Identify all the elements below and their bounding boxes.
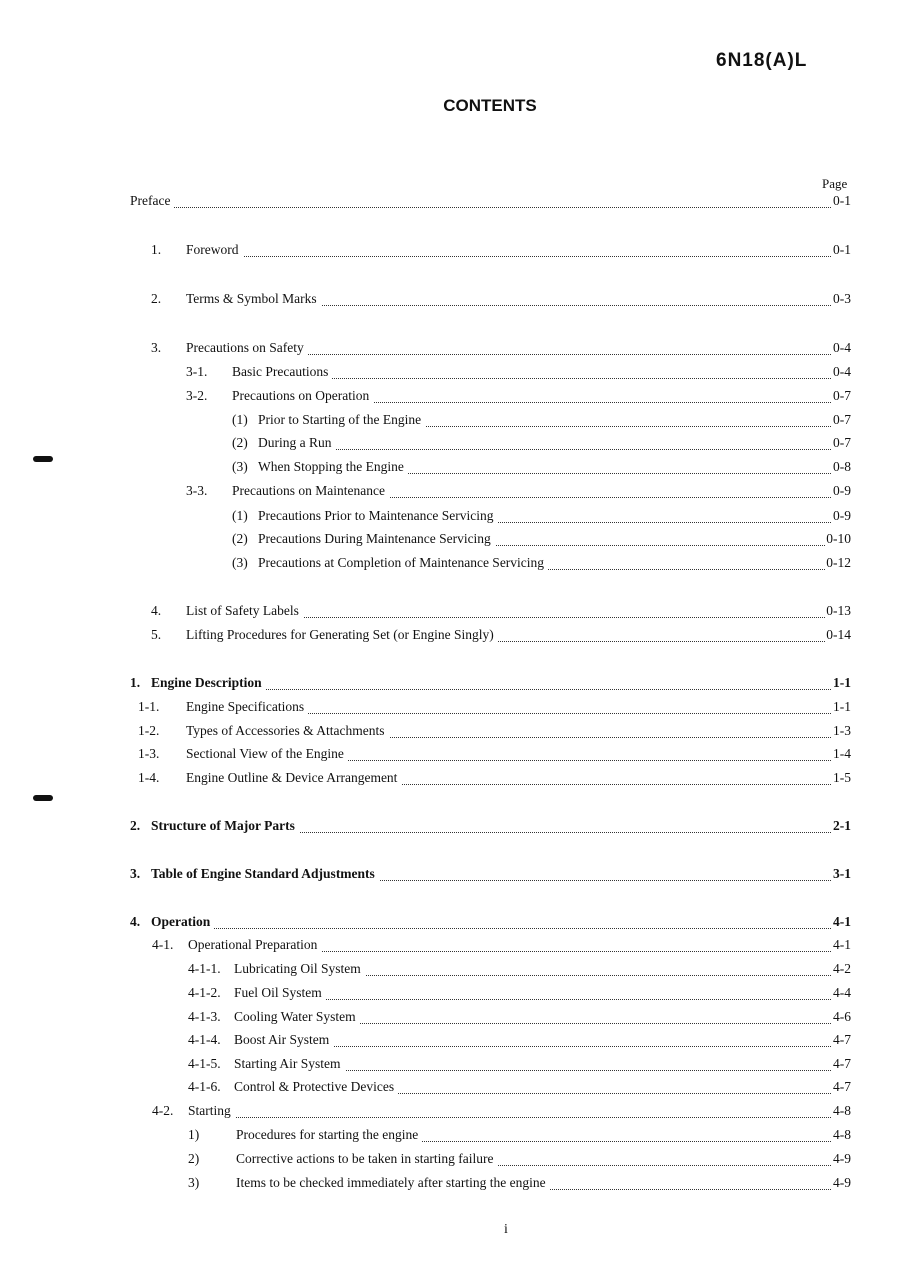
toc-entry (0, 241, 909, 259)
toc-entry-label: Lubricating Oil System (234, 960, 365, 978)
toc-entry-label: Engine Specifications (186, 698, 308, 716)
page-column-heading: Page (822, 176, 848, 191)
toc-entry-label: Boost Air System (234, 1031, 333, 1049)
toc-entry-number: 3. (151, 340, 162, 355)
toc-entry-label: Prior to Starting of the Engine (258, 411, 425, 429)
toc-entry-number: 1. (130, 675, 141, 690)
toc-entry (0, 387, 909, 405)
toc-entry-number: 1-4. (138, 770, 160, 785)
toc-entry-page: 0-12 (826, 555, 851, 570)
toc-entry (0, 865, 909, 883)
toc-entry (0, 192, 909, 210)
toc-entry-page: 4-8 (833, 1127, 851, 1142)
toc-entry-label: When Stopping the Engine (258, 458, 408, 476)
toc-entry-page: 0-7 (833, 435, 851, 450)
toc-entry-page: 0-10 (826, 531, 851, 546)
toc-entry (0, 1008, 909, 1026)
toc-entry-page: 0-1 (833, 242, 851, 257)
toc-entry-page: 4-1 (833, 937, 851, 952)
toc-entry-page: 0-8 (833, 459, 851, 474)
toc-entry-page: 0-7 (833, 388, 851, 403)
toc-entry-number: 4-1-2. (188, 985, 221, 1000)
toc-entry (0, 1150, 909, 1168)
toc-entry-number: 4-1-1. (188, 961, 221, 976)
toc-entry-number: 4-1-4. (188, 1032, 221, 1047)
toc-entry-page: 4-9 (833, 1151, 851, 1166)
toc-entry-number: 3-2. (186, 388, 208, 403)
toc-entry-page: 0-9 (833, 483, 851, 498)
toc-entry (0, 339, 909, 357)
toc-entry-label: During a Run (258, 434, 336, 452)
toc-entry (0, 1126, 909, 1144)
dot-leader (130, 189, 849, 208)
toc-entry (0, 960, 909, 978)
page-number: i (504, 1222, 508, 1237)
toc-entry (0, 1078, 909, 1096)
toc-entry-label: Starting Air System (234, 1055, 345, 1073)
toc-entry (0, 984, 909, 1002)
toc-entry-label: Types of Accessories & Attachments (186, 722, 389, 740)
toc-entry-page: 4-7 (833, 1079, 851, 1094)
toc-entry-number: 4. (151, 603, 162, 618)
toc-entry-label: List of Safety Labels (186, 602, 303, 620)
toc-entry-page: 0-14 (826, 627, 851, 642)
margin-mark (33, 795, 53, 801)
toc-entry-page: 4-9 (833, 1175, 851, 1190)
toc-entry-label: Starting (188, 1102, 235, 1120)
toc-entry-number: (3) (232, 459, 248, 474)
toc-entry-page: 2-1 (833, 818, 851, 833)
toc-entry-number: 4-1-5. (188, 1056, 221, 1071)
toc-entry-label: Sectional View of the Engine (186, 745, 348, 763)
toc-entry (0, 507, 909, 525)
toc-entry-number: 3. (130, 866, 141, 881)
toc-entry-number: (1) (232, 508, 248, 523)
dot-leader (186, 238, 849, 257)
toc-entry-label: Precautions During Maintenance Servicing (258, 530, 495, 548)
dot-leader (258, 431, 849, 450)
toc-entry (0, 1031, 909, 1049)
toc-entry-number: 3) (188, 1175, 200, 1190)
toc-entry-label: Precautions on Operation (232, 387, 373, 405)
toc-entry-page: 0-9 (833, 508, 851, 523)
toc-entry (0, 722, 909, 740)
toc-entry-label: Precautions on Maintenance (232, 482, 389, 500)
dot-leader (151, 910, 849, 929)
toc-entry-number: (1) (232, 412, 248, 427)
toc-entry-page: 4-8 (833, 1103, 851, 1118)
toc-entry (0, 363, 909, 381)
toc-entry-label: Preface (130, 192, 174, 210)
toc-entry-number: 1-3. (138, 746, 160, 761)
toc-entry-label: Operation (151, 913, 214, 931)
toc-entry-number: 1. (151, 242, 162, 257)
toc-entry-number: 4-1-6. (188, 1079, 221, 1094)
toc-entry-page: 3-1 (833, 866, 851, 881)
toc-entry (0, 674, 909, 692)
toc-entry (0, 769, 909, 787)
toc-entry-page: 1-4 (833, 746, 851, 761)
toc-entry-number: (2) (232, 435, 248, 450)
toc-entry-page: 4-6 (833, 1009, 851, 1024)
toc-entry (0, 434, 909, 452)
page-title: CONTENTS (443, 96, 537, 115)
toc-entry (0, 290, 909, 308)
toc-entry (0, 1174, 909, 1192)
toc-entry-page: 4-7 (833, 1032, 851, 1047)
toc-entry-label: Control & Protective Devices (234, 1078, 398, 1096)
dot-leader (234, 981, 849, 1000)
toc-entry-number: 1) (188, 1127, 200, 1142)
toc-entry-number: 5. (151, 627, 162, 642)
toc-entry (0, 482, 909, 500)
toc-entry-page: 1-1 (833, 699, 851, 714)
toc-entry-page: 0-4 (833, 340, 851, 355)
toc-entry-page: 1-3 (833, 723, 851, 738)
toc-entry-label: Precautions on Safety (186, 339, 308, 357)
toc-entry-number: 2. (130, 818, 141, 833)
toc-entry (0, 554, 909, 572)
toc-entry (0, 913, 909, 931)
toc-entry-page: 4-7 (833, 1056, 851, 1071)
toc-entry-label: Cooling Water System (234, 1008, 360, 1026)
toc-entry-label: Operational Preparation (188, 936, 321, 954)
toc-entry (0, 602, 909, 620)
toc-entry-number: 4. (130, 914, 141, 929)
toc-entry-label: Precautions Prior to Maintenance Servicing (258, 507, 497, 525)
toc-entry (0, 817, 909, 835)
toc-entry-label: Engine Description (151, 674, 266, 692)
toc-entry-number: 4-1. (152, 937, 174, 952)
toc-entry-page: 4-4 (833, 985, 851, 1000)
toc-entry-label: Engine Outline & Device Arrangement (186, 769, 401, 787)
toc-entry-page: 0-3 (833, 291, 851, 306)
toc-entry (0, 458, 909, 476)
toc-entry-label: Structure of Major Parts (151, 817, 299, 835)
toc-entry-label: Terms & Symbol Marks (186, 290, 321, 308)
toc-entry (0, 1055, 909, 1073)
toc-entry-number: 2) (188, 1151, 200, 1166)
toc-entry-label: Fuel Oil System (234, 984, 326, 1002)
toc-entry (0, 530, 909, 548)
toc-entry-label: Table of Engine Standard Adjustments (151, 865, 379, 883)
model-number: 6N18(A)L (716, 50, 808, 71)
toc-entry (0, 698, 909, 716)
toc-entry-page: 4-1 (833, 914, 851, 929)
toc-entry-number: 4-2. (152, 1103, 174, 1118)
toc-entry-number: 1-2. (138, 723, 160, 738)
toc-entry-page: 0-7 (833, 412, 851, 427)
toc-entry-number: 3-1. (186, 364, 208, 379)
toc-entry-page: 4-2 (833, 961, 851, 976)
toc-entry (0, 936, 909, 954)
toc-entry-number: (3) (232, 555, 248, 570)
toc-entry-label: Basic Precautions (232, 363, 332, 381)
toc-entry-label: Lifting Procedures for Generating Set (or Engine Singly) (186, 626, 498, 644)
toc-entry-number: 4-1-3. (188, 1009, 221, 1024)
toc-entry (0, 626, 909, 644)
toc-entry (0, 1102, 909, 1120)
toc-entry-number: 3-3. (186, 483, 208, 498)
toc-entry-label: Procedures for starting the engine (236, 1126, 422, 1144)
toc-entry-label: Precautions at Completion of Maintenance Servicing (258, 554, 548, 572)
toc-entry-label: Items to be checked immediately after starting the engine (236, 1174, 550, 1192)
toc-entry-page: 0-13 (826, 603, 851, 618)
toc-entry-page: 0-1 (833, 193, 851, 208)
toc-entry (0, 411, 909, 429)
toc-entry-label: Corrective actions to be taken in starting failure (236, 1150, 498, 1168)
toc-entry-page: 0-4 (833, 364, 851, 379)
dot-leader (188, 1099, 849, 1118)
toc-entry-number: (2) (232, 531, 248, 546)
toc-entry-page: 1-1 (833, 675, 851, 690)
toc-entry (0, 745, 909, 763)
toc-entry-label: Foreword (186, 241, 243, 259)
toc-entry-page: 1-5 (833, 770, 851, 785)
toc-entry-number: 2. (151, 291, 162, 306)
toc-entry-number: 1-1. (138, 699, 160, 714)
